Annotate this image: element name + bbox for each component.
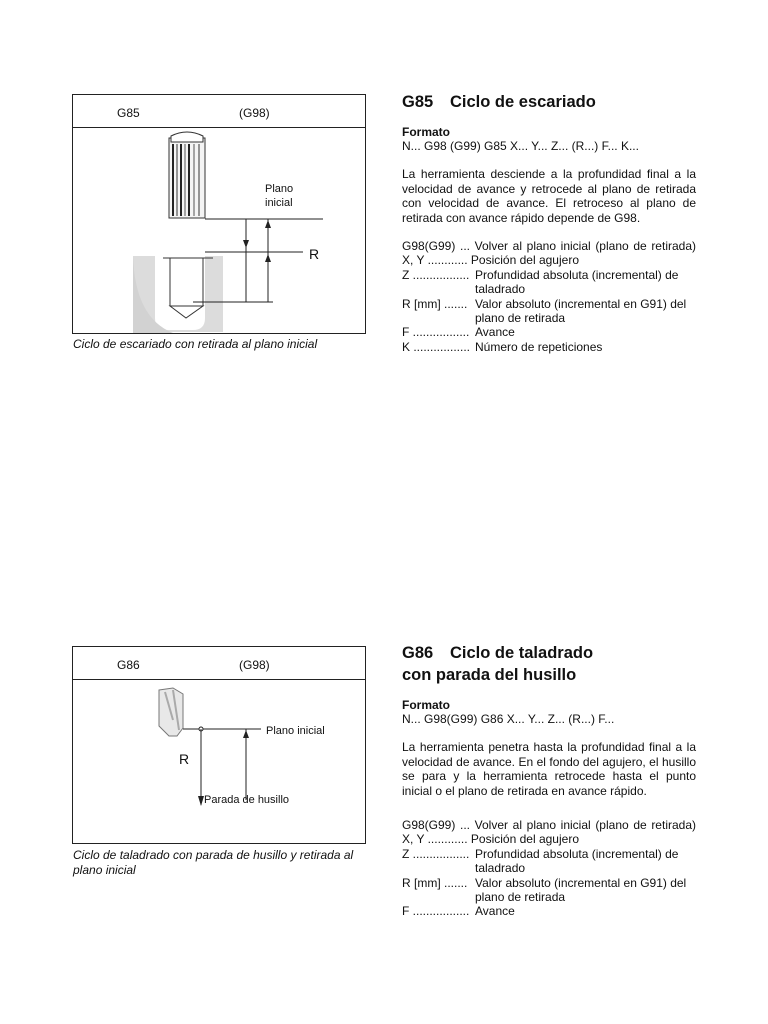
g85-figure: [72, 94, 366, 334]
g86-diagram: [73, 680, 365, 843]
g85-param-k: K ................. Número de repeticiones: [402, 339, 603, 354]
g85-diagram: [73, 128, 365, 333]
g86-section: [402, 642, 696, 919]
g85-params-intro: G98(G99) ... Volver al plano inicial (plano de retirada) X, Y ............ Posición del agujero: [402, 239, 696, 268]
g86-param-r: R [mm] ....... Valor absoluto (incremental en G91) del plano de retirada: [402, 875, 687, 905]
g86-title-text-1: Ciclo de taladrado: [450, 644, 594, 662]
g86-plano-label: Plano inicial: [266, 725, 325, 737]
g85-formato-label: Formato: [402, 125, 450, 139]
reamer-tool-icon: [169, 132, 205, 218]
g86-figure-header: [73, 647, 365, 680]
g86-caption: Ciclo de taladrado con parada de husillo y retirada al plano inicial: [73, 848, 354, 877]
g85-title: [402, 91, 696, 113]
drill-tool-icon: [159, 688, 183, 736]
g86-figure: [72, 646, 366, 844]
g85-caption: Ciclo de escariado con retirada al plano inicial: [73, 337, 318, 351]
g85-param-z: Z ................. Profundidad absoluta (incremental) de taladrado: [402, 267, 679, 297]
g85-description: La herramienta desciende a la profundidad final a la velocidad de avance y retrocede al plano de retirada con velocidad de avance. El retroceso al plano de retirada con avance rápido depende de G98.: [402, 167, 696, 225]
g86-r-label: R: [179, 751, 190, 767]
g85-formato: N... G98 (G99) G85 X... Y... Z... (R...) F... K...: [402, 139, 639, 153]
g86-figure-mode: (G98): [239, 658, 270, 672]
g85-title-text: Ciclo de escariado: [450, 93, 596, 111]
g86-description: La herramienta penetra hasta la profundidad final a la velocidad de avance. En el fondo del agujero, el husillo se para y la herramienta retrocede hasta el punto inicial o el plano de retirada en avance rápido.: [402, 740, 696, 798]
g85-param-f: F ................. Avance: [402, 325, 515, 340]
g86-param-f: F ................. Avance: [402, 904, 515, 919]
g86-figure-code: G86: [117, 658, 140, 672]
g86-title: [402, 642, 696, 664]
g86-parada-label: Parada de husillo: [204, 794, 290, 806]
g85-figure-code: G85: [117, 106, 140, 120]
g86-formato: N... G98(G99) G86 X... Y... Z... (R...) F...: [402, 712, 615, 726]
g85-figure-header: [73, 95, 365, 128]
g85-plano-label: Plano: [265, 183, 294, 195]
g85-param-r: R [mm] ....... Valor absoluto (incremental en G91) del plano de retirada: [402, 296, 687, 326]
g85-section: [402, 91, 696, 354]
g86-params-intro: G98(G99) ... Volver al plano inicial (plano de retirada) X, Y ............ Posición del agujero: [402, 818, 696, 847]
g86-param-z: Z ................. Profundidad absoluta (incremental) de taladrado: [402, 846, 679, 876]
g86-formato-label: Formato: [402, 698, 450, 712]
g85-figure-mode: (G98): [239, 106, 270, 120]
g85-inicial-label: inicial: [265, 197, 293, 209]
g86-title-text-2: con parada del husillo: [402, 666, 577, 684]
g86-title-code: G86: [402, 644, 434, 662]
g85-title-code: G85: [402, 93, 434, 111]
g85-r-label: R: [309, 246, 320, 262]
